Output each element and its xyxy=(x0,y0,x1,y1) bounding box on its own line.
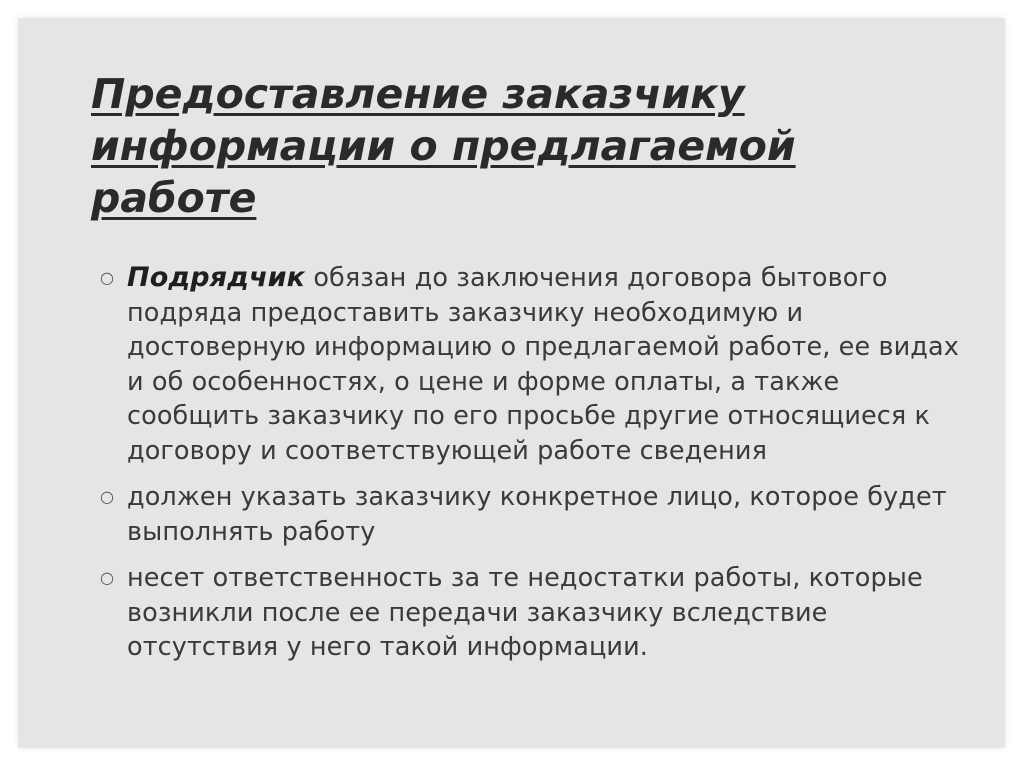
bullet-item xyxy=(100,561,970,665)
slide-title xyxy=(91,68,951,224)
slide-title-text: Предоставление заказчику информации о предлагаемой работе xyxy=(91,70,796,222)
bullet-text: должен указать заказчику конкретное лицо, которое будет выполнять работу xyxy=(127,482,947,547)
bullet-text: несет ответственность за те недостатки работы, которые возникли после ее передачи заказчику вследствие отсутствия у него такой информации. xyxy=(127,563,923,662)
bullet-text: обязан до заключения договора бытового подряда предоставить заказчику необходимую и достоверную информацию о предлагаемой работе, ее видах и об особенностях, о цене и форме оплаты, а также сообщить заказчику по его просьбе другие относящиеся к договору и соответствующей работе сведения xyxy=(127,263,959,466)
bullet-list xyxy=(100,261,970,665)
bullet-emphasis: Подрядчик xyxy=(127,262,306,293)
slide xyxy=(18,18,1005,748)
circle-bullet-icon: ○ xyxy=(100,487,115,506)
bullet-item xyxy=(100,261,970,468)
circle-bullet-icon: ○ xyxy=(100,268,115,287)
circle-bullet-icon: ○ xyxy=(100,568,115,587)
bullet-item xyxy=(100,480,970,549)
